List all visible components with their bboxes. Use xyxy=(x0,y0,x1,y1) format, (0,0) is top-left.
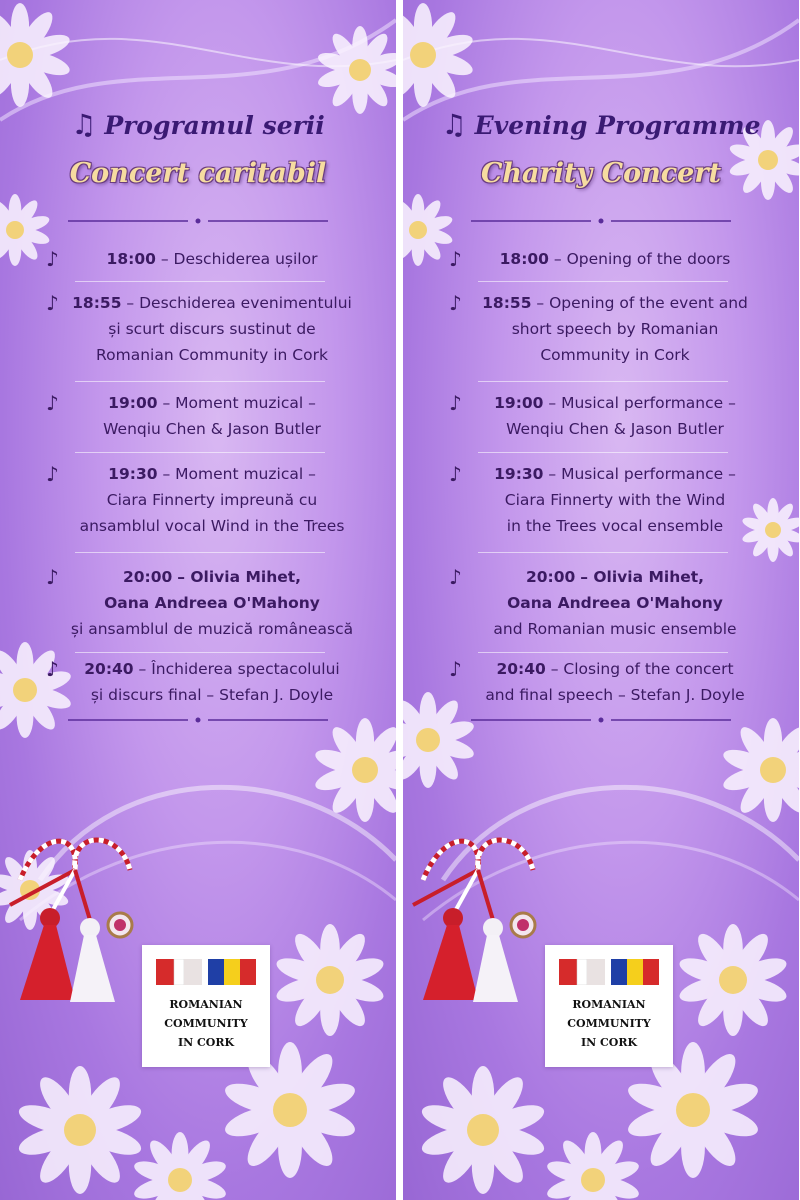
music-note-icon: ♪ xyxy=(46,391,59,415)
divider-ornament xyxy=(68,713,328,727)
program-item: ♪ 19:30 – Moment muzical – Ciara Finnerty impreună cu ansamblul vocal Wind in the Trees xyxy=(46,462,345,535)
separator xyxy=(478,281,728,282)
program-item: ♪ 18:55 – Opening of the event and short speech by Romanian Community in Cork xyxy=(449,291,748,364)
music-note-icon: ♪ xyxy=(46,565,59,589)
program-subheading: Charity Concert xyxy=(480,158,722,189)
logo-line-3: IN CORK xyxy=(177,1036,235,1049)
divider-ornament xyxy=(471,713,731,727)
program-item: ♪ 19:30 – Musical performance – Ciara Finnerty with the Wind in the Trees vocal ensemble xyxy=(449,462,736,535)
music-note-icon: ♪ xyxy=(46,247,59,271)
separator xyxy=(478,552,728,553)
music-note-icon: ♪ xyxy=(449,291,462,315)
program-item: ♪ 18:00 – Opening of the doors xyxy=(449,247,731,271)
separator xyxy=(75,452,325,453)
program-heading: ♫ Programul serii xyxy=(71,108,325,141)
martisor-tassel-illustration xyxy=(0,820,150,1020)
music-note-icon: ♪ xyxy=(449,657,462,681)
beamed-notes-icon: ♫ xyxy=(71,108,97,141)
music-note-icon: ♪ xyxy=(449,565,462,589)
separator xyxy=(75,552,325,553)
program-panel-english xyxy=(403,0,799,1200)
beamed-notes-icon: ♫ xyxy=(441,108,467,141)
divider-ornament xyxy=(471,214,731,228)
music-note-icon: ♪ xyxy=(46,291,59,315)
program-item: ♪ 20:40 – Închiderea spectacolului și discurs final – Stefan J. Doyle xyxy=(46,657,340,704)
separator xyxy=(75,652,325,653)
separator xyxy=(75,281,325,282)
divider-ornament xyxy=(68,214,328,228)
logo-line-1: ROMANIAN xyxy=(169,998,243,1011)
program-item: ♪ 20:00 – Olivia Mihet, Oana Andreea O'Mahony și ansamblul de muzică românească xyxy=(46,565,354,638)
program-item: ♪ 18:55 – Deschiderea evenimentului și scurt discurs sustinut de Romanian Community in Cork xyxy=(46,291,352,364)
program-heading: ♫ Evening Programme xyxy=(441,108,761,141)
music-note-icon: ♪ xyxy=(449,247,462,271)
program-panel-romanian xyxy=(0,0,396,1200)
program-item: ♪ 20:40 – Closing of the concert and final speech – Stefan J. Doyle xyxy=(449,657,745,704)
romanian-community-logo xyxy=(142,945,270,1067)
romanian-community-logo xyxy=(545,945,673,1067)
music-note-icon: ♪ xyxy=(46,657,59,681)
music-note-icon: ♪ xyxy=(46,462,59,486)
program-item: ♪ 19:00 – Musical performance – Wenqiu Chen & Jason Butler xyxy=(449,391,736,438)
program-item: ♪ 19:00 – Moment muzical – Wenqiu Chen & Jason Butler xyxy=(46,391,321,438)
separator xyxy=(478,452,728,453)
music-note-icon: ♪ xyxy=(449,391,462,415)
logo-line-2: COMMUNITY xyxy=(164,1017,248,1030)
separator xyxy=(478,652,728,653)
music-note-icon: ♪ xyxy=(449,462,462,486)
program-item: ♪ 18:00 – Deschiderea ușilor xyxy=(46,247,318,271)
program-subheading: Concert caritabil xyxy=(69,158,327,189)
flags-emblem xyxy=(559,959,659,985)
separator xyxy=(478,381,728,382)
logo-line-3: IN CORK xyxy=(580,1036,638,1049)
separator xyxy=(75,381,325,382)
logo-line-2: COMMUNITY xyxy=(567,1017,651,1030)
flags-emblem xyxy=(156,959,256,985)
logo-line-1: ROMANIAN xyxy=(572,998,646,1011)
program-item: ♪ 20:00 – Olivia Mihet, Oana Andreea O'Mahony and Romanian music ensemble xyxy=(449,565,737,638)
martisor-tassel-illustration xyxy=(403,820,553,1020)
